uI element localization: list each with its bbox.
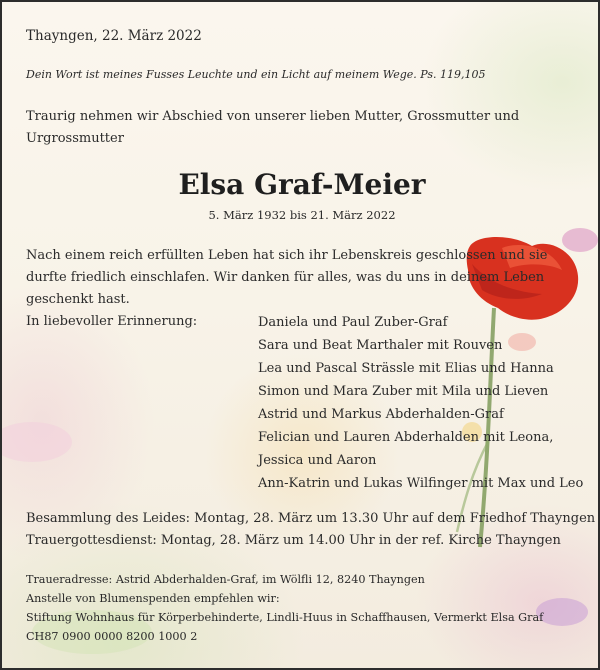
mourner-line: Sara und Beat Marthaler mit Rouven: [258, 338, 503, 353]
viewing-line: Besammlung des Leides: Montag, 28. März um 13.30 Uhr auf dem Friedhof Thayngen: [26, 511, 596, 526]
mourner-line: Lea und Pascal Strässle mit Elias und Hanna: [258, 361, 554, 376]
memory-label: In liebevoller Erinnerung:: [26, 314, 198, 329]
donation-iban: CH87 0900 0000 8200 1000 2: [26, 630, 198, 643]
footer-info: [26, 570, 543, 646]
intro-text: Traurig nehmen wir Abschied von unserer lieben Mutter, Grossmutter und Urgrossmutter: [26, 109, 520, 146]
mourner-line: Daniela und Paul Zuber-Graf: [258, 315, 448, 330]
mourning-address: Traueradresse: Astrid Abderhalden-Graf, im Wölfli 12, 8240 Thayngen: [26, 573, 425, 586]
deceased-name: Elsa Graf-Meier: [178, 168, 426, 201]
place-date: Thayngen, 22. März 2022: [26, 28, 202, 44]
mourner-line: Ann-Katrin und Lukas Wilfinger mit Max und Leo: [258, 476, 584, 491]
mourner-line: Astrid und Markus Abderhalden-Graf: [258, 407, 504, 422]
mourner-line: Jessica und Aaron: [258, 453, 377, 468]
mourners-list: [258, 311, 583, 495]
funeral-service-line: Trauergottesdienst: Montag, 28. März um 14.00 Uhr in der ref. Kirche Thayngen: [26, 533, 561, 548]
mourner-line: Felician und Lauren Abderhalden mit Leona,: [258, 430, 554, 445]
service-info: [26, 508, 595, 552]
donation-foundation: Stiftung Wohnhaus für Körperbehinderte, Lindli-Huus in Schaffhausen, Vermerkt Elsa Graf: [26, 611, 544, 624]
bible-verse: Dein Wort ist meines Fusses Leuchte und ein Licht auf meinem Wege. Ps. 119,105: [26, 68, 486, 81]
main-paragraph: Nach einem reich erfüllten Leben hat sich ihr Lebenskreis geschlossen und sie durfte friedlich einschlafen. Wir danken für alles, was du uns in deinem Leben geschenkt hast.: [26, 248, 548, 307]
life-dates: 5. März 1932 bis 21. März 2022: [208, 208, 396, 222]
mourner-line: Simon und Mara Zuber mit Mila und Lieven: [258, 384, 549, 399]
donation-intro: Anstelle von Blumenspenden empfehlen wir:: [26, 592, 280, 605]
